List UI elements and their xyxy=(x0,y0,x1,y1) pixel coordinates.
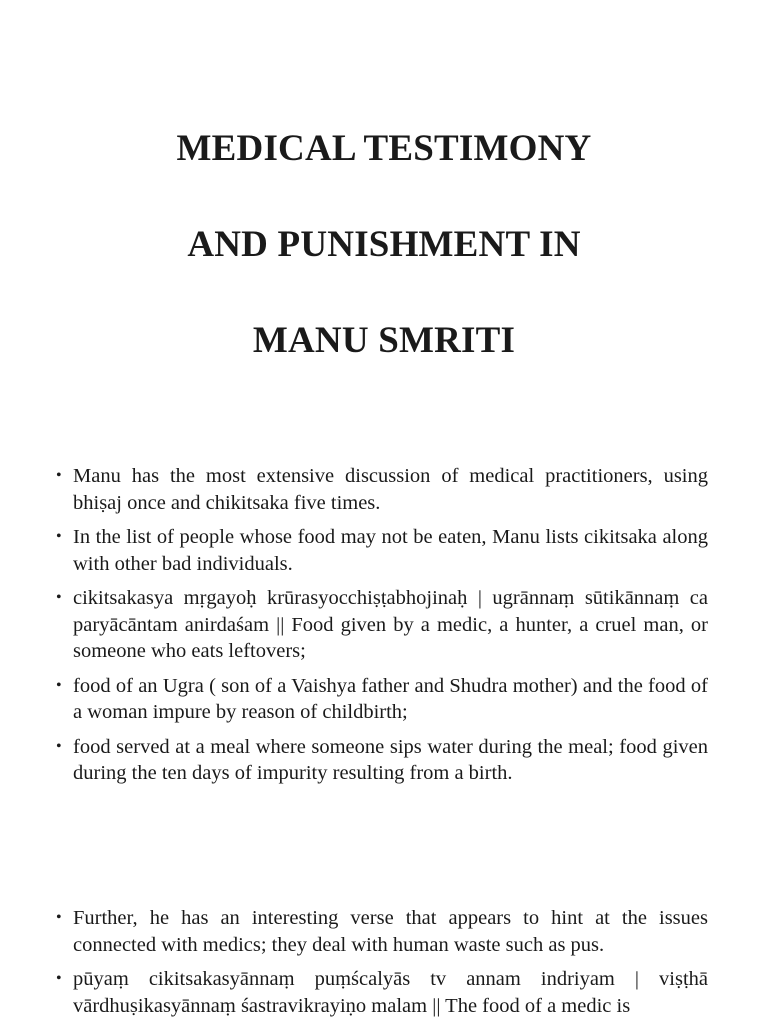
list-item xyxy=(56,585,708,665)
title-line-3: MANU SMRITI xyxy=(252,320,516,361)
bullet-list-section-2 xyxy=(56,905,708,1027)
bullet-text: food of an Ugra ( son of a Vaishya father and Shudra mother) and the food of a woman impure by reason of childbirth; xyxy=(73,674,708,723)
bullet-icon: • xyxy=(56,589,62,606)
list-item xyxy=(56,524,708,577)
bullet-text: Manu has the most extensive discussion of medical practitioners, using bhiṣaj once and chikitsaka five times. xyxy=(73,465,708,514)
list-item xyxy=(56,966,708,1019)
bullet-text: food served at a meal where someone sips water during the meal; food given during the ten days of impurity resulting from a birth. xyxy=(73,735,708,784)
bullet-list-section-1 xyxy=(56,463,708,795)
list-item xyxy=(56,673,708,726)
list-item xyxy=(56,463,708,516)
bullet-icon: • xyxy=(56,909,62,926)
title-line-2: AND PUNISHMENT IN xyxy=(187,224,581,265)
bullet-icon: • xyxy=(56,467,62,484)
bullet-text: Further, he has an interesting verse that appears to hint at the issues connected with medics; they deal with human waste such as pus. xyxy=(73,907,708,956)
bullet-text: pūyaṃ cikitsakasyānnaṃ puṃścalyās tv annam indriyam | viṣṭhā vārdhuṣikasyānnaṃ śastravikrayiṇo malam || The food of a medic is xyxy=(73,968,708,1017)
list-item xyxy=(56,905,708,958)
bullet-icon: • xyxy=(56,970,62,987)
bullet-text: In the list of people whose food may not be eaten, Manu lists cikitsaka along with other bad individuals. xyxy=(73,526,708,575)
bullet-text: cikitsakasya mṛgayoḥ krūrasyocchiṣṭabhojinaḥ | ugrānnaṃ sūtikānnaṃ ca paryācāntam anirdaśam || Food given by a medic, a hunter, a cruel man, or someone who eats leftovers; xyxy=(73,587,708,662)
bullet-icon: • xyxy=(56,737,62,755)
title-line-1: MEDICAL TESTIMONY xyxy=(176,128,592,169)
list-item xyxy=(56,734,708,787)
bullet-icon: • xyxy=(56,676,62,694)
bullet-icon: • xyxy=(56,528,62,545)
